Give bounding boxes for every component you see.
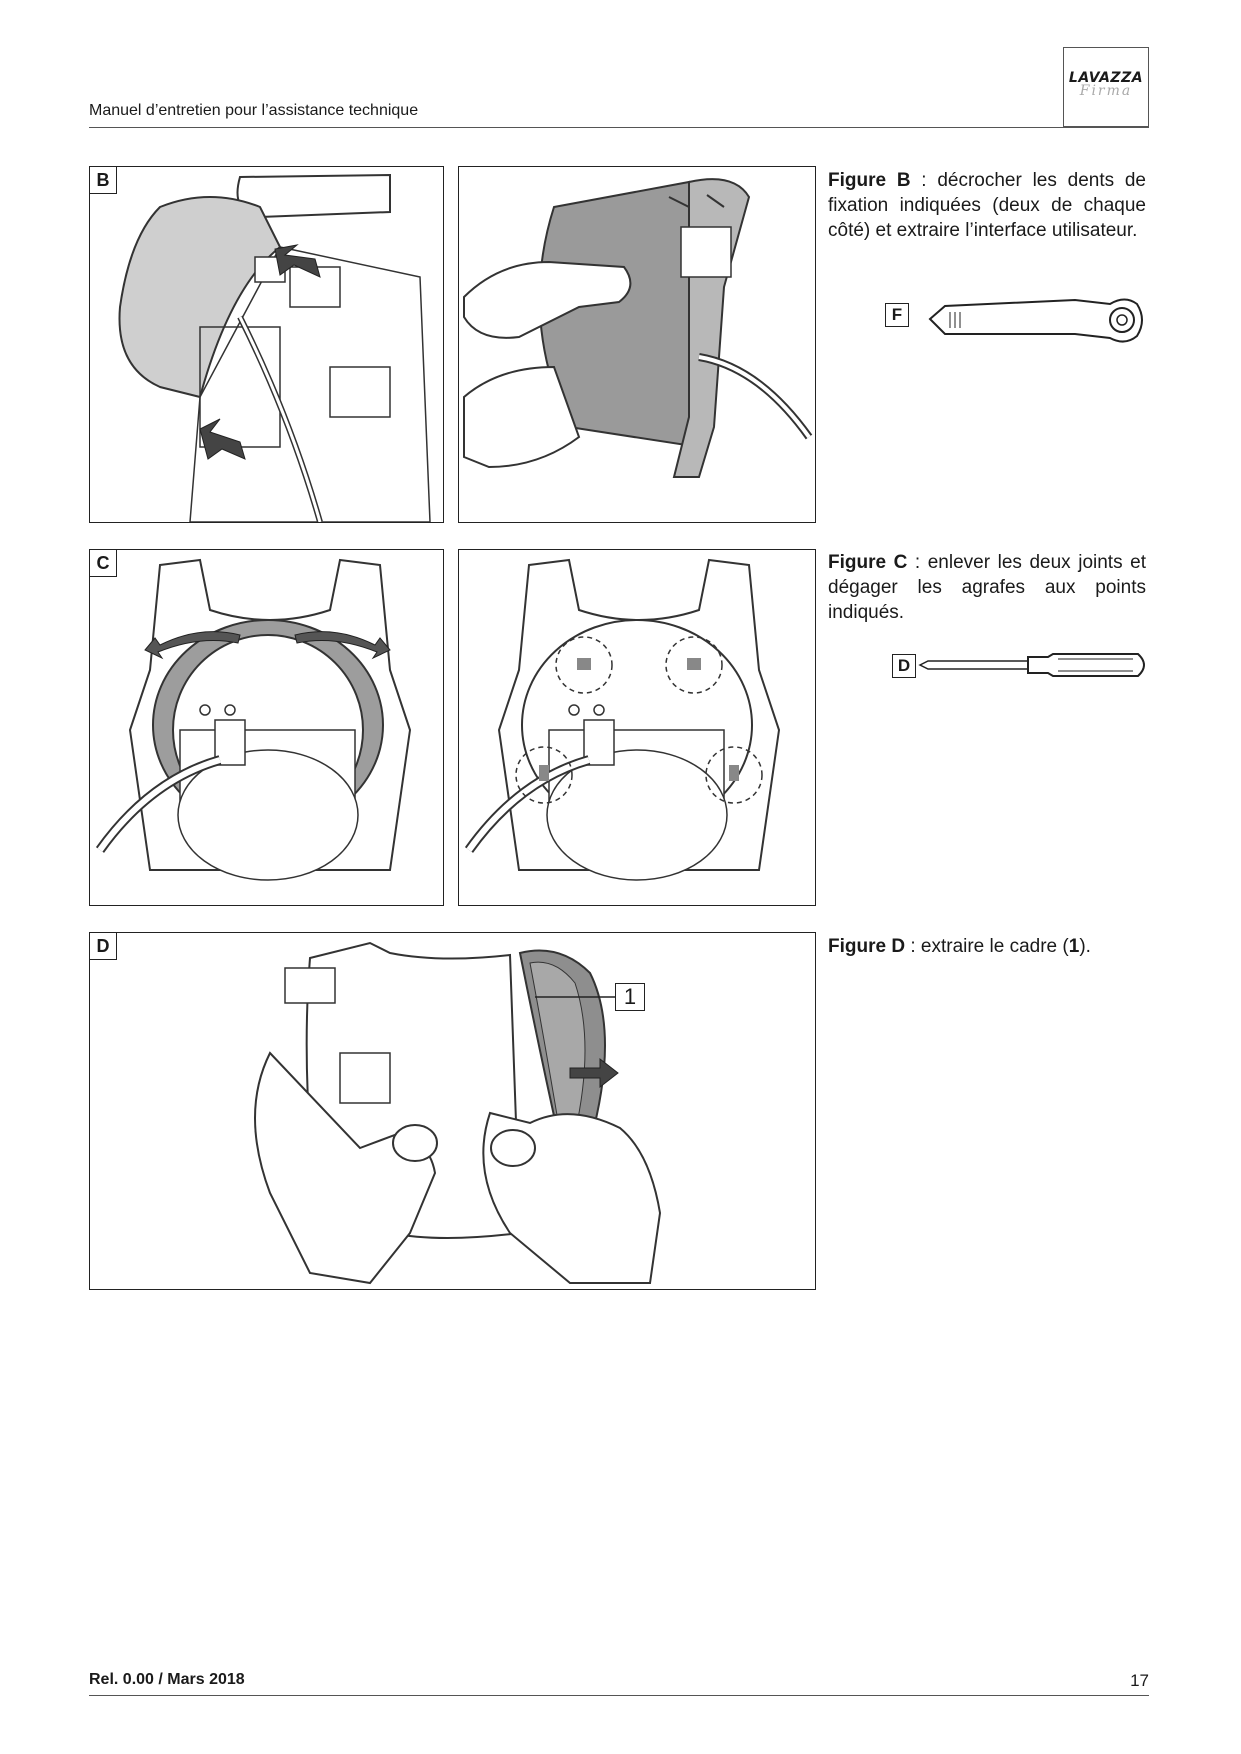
figure-c-caption-title: Figure C [828, 552, 908, 573]
figure-b-caption [828, 168, 1146, 243]
figure-b-caption-title: Figure B [828, 170, 911, 191]
screwdriver-icon [918, 650, 1153, 680]
spudger-tool-icon [925, 294, 1150, 354]
release-info: Rel. 0.00 / Mars 2018 [89, 1671, 245, 1688]
figure-b-caption-body: : décrocher les dents de fixation indiquées (deux de chaque côté) et extraire l’interface utilisateur. [828, 170, 1146, 241]
figure-c-label: C [90, 550, 117, 577]
tool-f-label: F [885, 303, 909, 327]
figure-d-illustration-frame-removal [90, 933, 816, 1290]
figure-d-caption-body-start: : extraire le cadre ( [905, 936, 1069, 957]
figure-c-panel-right [458, 549, 816, 906]
figure-d-label: D [90, 933, 117, 960]
figure-d-caption-ref: 1 [1068, 936, 1080, 957]
figure-d-caption [828, 934, 1146, 959]
figure-b-label: B [90, 167, 117, 194]
figure-b-illustration-hands [459, 167, 816, 523]
figure-d-panel [89, 932, 816, 1290]
figure-c-caption-body: : enlever les deux joints et dégager les agrafes aux points indiqués. [828, 552, 1146, 623]
document-title: Manuel d’entretien pour l’assistance technique [89, 102, 419, 119]
figure-b-illustration-machine [90, 167, 444, 523]
page-number: 17 [1130, 1671, 1149, 1690]
figure-c-caption [828, 550, 1146, 625]
tool-d-label: D [892, 654, 916, 678]
figure-c-panel-left [89, 549, 444, 906]
logo-subbrand: Firma [1079, 83, 1133, 99]
figure-c-illustration-clips [459, 550, 816, 906]
figure-b-panel-left [89, 166, 444, 523]
figure-d-caption-body-end: ). [1079, 936, 1091, 957]
footer-divider [89, 1695, 1149, 1696]
callout-1-label: 1 [615, 983, 645, 1011]
figure-c-illustration-seals [90, 550, 444, 906]
callout-leader-line [535, 995, 615, 999]
figure-d-caption-title: Figure D [828, 936, 906, 957]
logo-wordmark: LAVAZZA [1068, 70, 1144, 86]
lavazza-logo [1063, 47, 1149, 127]
figure-b-panel-right [458, 166, 816, 523]
header-divider [89, 127, 1149, 128]
